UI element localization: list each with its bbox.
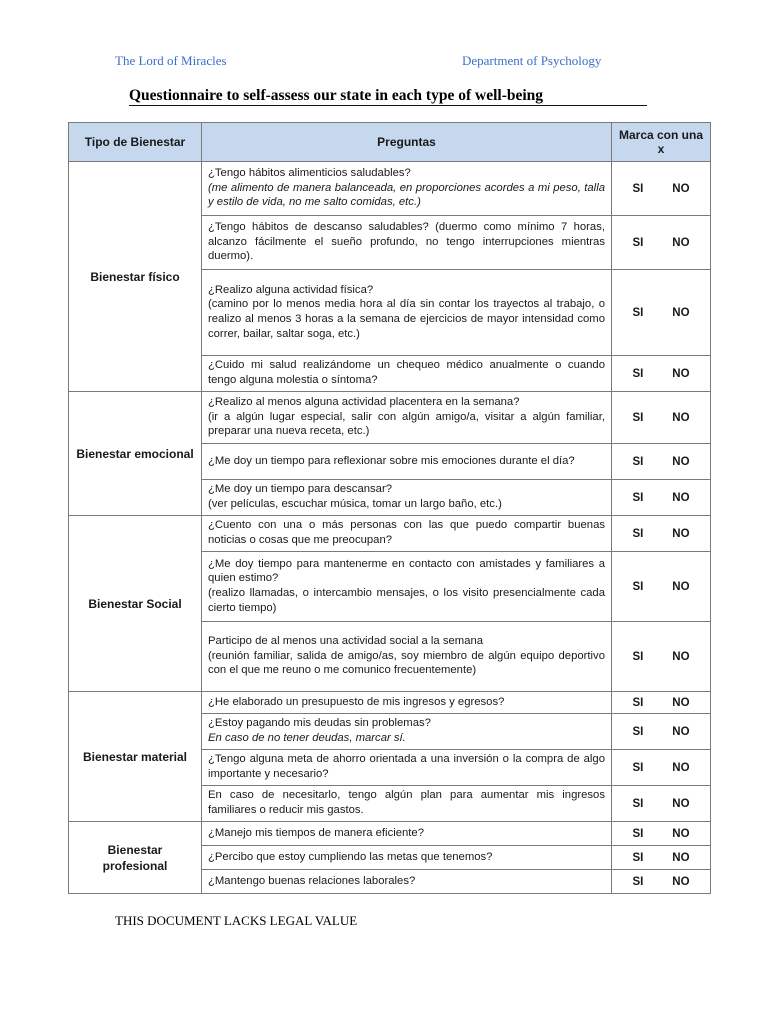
question-cell (202, 392, 612, 444)
answer-options (612, 828, 710, 840)
question-cell (202, 356, 612, 392)
answer-cell (612, 822, 711, 846)
category-bienestar-emocional: Bienestar emocional (69, 392, 202, 516)
yes-option[interactable]: SI (632, 580, 644, 593)
question-note: (me alimento de manera balanceada, en proporciones acordes a mi peso, talla y estilo de vida, no me salto comidas, etc.) (208, 181, 605, 209)
yes-option[interactable]: SI (632, 650, 644, 663)
answer-cell (612, 714, 711, 750)
answer-options (612, 183, 710, 195)
answer-options (612, 492, 710, 504)
answer-cell (612, 692, 711, 714)
question-note: (ir a algún lugar especial, salir con algún amigo/a, visitar a algún familiar, preparar una nueva receta, etc.) (208, 410, 605, 438)
title-underline (129, 86, 647, 106)
yes-option[interactable]: SI (632, 696, 644, 709)
yes-option[interactable]: SI (632, 761, 644, 774)
question-cell (202, 846, 612, 870)
question-cell (202, 480, 612, 516)
question-text: Participo de al menos una actividad social a la semana (208, 635, 484, 648)
question-cell (202, 162, 612, 216)
yes-option[interactable]: SI (632, 827, 644, 840)
question-text: ¿Tengo hábitos alimenticios saludables? (208, 167, 411, 180)
question-cell (202, 870, 612, 894)
answer-cell (612, 516, 711, 552)
answer-options (612, 237, 710, 249)
question-cell (202, 692, 612, 714)
category-bienestar-fisico: Bienestar físico (69, 162, 202, 392)
answer-cell (612, 846, 711, 870)
yes-option[interactable]: SI (632, 875, 644, 888)
answer-cell (612, 356, 711, 392)
question-text: ¿Manejo mis tiempos de manera eficiente? (208, 826, 424, 839)
answer-cell (612, 392, 711, 444)
answer-options (612, 456, 710, 468)
no-option[interactable]: NO (672, 797, 690, 810)
no-option[interactable]: NO (672, 491, 690, 504)
answer-options (612, 798, 710, 810)
yes-option[interactable]: SI (632, 797, 644, 810)
header-department: Department of Psychology (462, 53, 602, 68)
no-option[interactable]: NO (672, 411, 690, 424)
question-cell (202, 444, 612, 480)
no-option[interactable]: NO (672, 455, 690, 468)
question-cell (202, 622, 612, 692)
yes-option[interactable]: SI (632, 455, 644, 468)
table-row (69, 516, 711, 552)
question-text: ¿Mantengo buenas relaciones laborales? (208, 874, 416, 887)
table-row (69, 822, 711, 846)
no-option[interactable]: NO (672, 851, 690, 864)
no-option[interactable]: NO (672, 527, 690, 540)
answer-cell (612, 444, 711, 480)
footer-disclaimer: THIS DOCUMENT LACKS LEGAL VALUE (115, 913, 358, 928)
yes-option[interactable]: SI (632, 236, 644, 249)
header-organization: The Lord of Miracles (115, 53, 227, 68)
table-row (69, 162, 711, 216)
question-cell (202, 786, 612, 822)
no-option[interactable]: NO (672, 725, 690, 738)
answer-cell (612, 552, 711, 622)
answer-options (612, 697, 710, 709)
answer-options (612, 307, 710, 319)
category-bienestar-material: Bienestar material (69, 692, 202, 822)
question-cell (202, 270, 612, 356)
question-cell (202, 216, 612, 270)
answer-cell (612, 216, 711, 270)
answer-options (612, 368, 710, 380)
question-cell (202, 822, 612, 846)
table-row (69, 692, 711, 714)
answer-cell (612, 270, 711, 356)
question-cell (202, 552, 612, 622)
question-text: ¿Me doy un tiempo para descansar? (208, 483, 392, 496)
question-note: (reunión familiar, salida de amigo/as, soy miembro de algún equipo deportivo con el que me reuno o me comunico frecuentemente) (208, 649, 605, 677)
no-option[interactable]: NO (672, 367, 690, 380)
question-note: (realizo llamadas, o intercambio mensajes, o los visito presencialmente cada cierto tiempo) (208, 587, 605, 614)
no-option[interactable]: NO (672, 827, 690, 840)
no-option[interactable]: NO (672, 306, 690, 319)
answer-options (612, 651, 710, 663)
answer-options (612, 852, 710, 864)
no-option[interactable]: NO (672, 696, 690, 709)
answer-options (612, 528, 710, 540)
answer-options (612, 762, 710, 774)
no-option[interactable]: NO (672, 236, 690, 249)
answer-cell (612, 870, 711, 894)
question-text: ¿He elaborado un presupuesto de mis ingresos y egresos? (208, 695, 505, 708)
table-body (69, 162, 711, 894)
questionnaire-table (68, 122, 711, 894)
question-text: ¿Cuido mi salud realizándome un chequeo médico anualmente o cuando tengo alguna molestia o síntoma? (208, 359, 605, 386)
answer-cell (612, 786, 711, 822)
header-mark: Marca con una x (612, 123, 711, 162)
question-text: ¿Realizo al menos alguna actividad placentera en la semana? (208, 396, 520, 409)
answer-cell (612, 480, 711, 516)
question-text: ¿Me doy tiempo para mantenerme en contacto con amistades y familiares a quien estimo? (208, 557, 605, 585)
document-title: Questionnaire to self-assess our state in each type of well-being (129, 87, 544, 104)
no-option[interactable]: NO (672, 580, 690, 593)
yes-option[interactable]: SI (632, 367, 644, 380)
yes-option[interactable]: SI (632, 182, 644, 195)
table-row (69, 392, 711, 444)
answer-cell (612, 162, 711, 216)
question-text: ¿Percibo que estoy cumpliendo las metas que tenemos? (208, 850, 493, 863)
question-text: ¿Tengo hábitos de descanso saludables? (duermo como mínimo 7 horas, alcanzo fácilmente el sueño profundo, no tengo interrupciones mientras duermo). (208, 221, 605, 263)
question-text: ¿Cuento con una o más personas con las que puedo compartir buenas noticias o cosas que me preocupan? (208, 519, 605, 546)
yes-option[interactable]: SI (632, 491, 644, 504)
header-category: Tipo de Bienestar (69, 123, 202, 162)
question-note: (ver películas, escuchar música, tomar un largo baño, etc.) (208, 498, 502, 510)
table-header-row (69, 123, 711, 162)
yes-option[interactable]: SI (632, 306, 644, 319)
no-option[interactable]: NO (672, 875, 690, 888)
category-bienestar-social: Bienestar Social (69, 516, 202, 692)
answer-options (612, 726, 710, 738)
question-text: ¿Realizo alguna actividad física? (208, 283, 374, 296)
yes-option[interactable]: SI (632, 851, 644, 864)
question-text: En caso de necesitarlo, tengo algún plan para aumentar mis ingresos familiares o reducir mis gastos. (208, 789, 605, 816)
no-option[interactable]: NO (672, 182, 690, 195)
no-option[interactable]: NO (672, 650, 690, 663)
no-option[interactable]: NO (672, 761, 690, 774)
question-note: (camino por lo menos media hora al día sin contar los trayectos al trabajo, o realizo al menos 3 horas a la semana de ejercicios de mayor intensidad como correr, bailar, saltar soga, etc.) (208, 298, 605, 340)
question-cell (202, 714, 612, 750)
question-text: ¿Tengo alguna meta de ahorro orientada a una inversión o la compra de algo importante y necesario? (208, 753, 605, 780)
answer-options (612, 581, 710, 593)
category-bienestar-profesional: Bienestar profesional (69, 822, 202, 894)
question-cell (202, 516, 612, 552)
answer-cell (612, 750, 711, 786)
question-cell (202, 750, 612, 786)
question-note: En caso de no tener deudas, marcar sí. (208, 732, 406, 744)
question-text: ¿Me doy un tiempo para reflexionar sobre mis emociones durante el día? (208, 454, 575, 467)
yes-option[interactable]: SI (632, 725, 644, 738)
header-questions: Preguntas (202, 123, 612, 162)
yes-option[interactable]: SI (632, 411, 644, 424)
answer-options (612, 876, 710, 888)
question-text: ¿Estoy pagando mis deudas sin problemas? (208, 717, 431, 730)
answer-options (612, 412, 710, 424)
yes-option[interactable]: SI (632, 527, 644, 540)
answer-cell (612, 622, 711, 692)
